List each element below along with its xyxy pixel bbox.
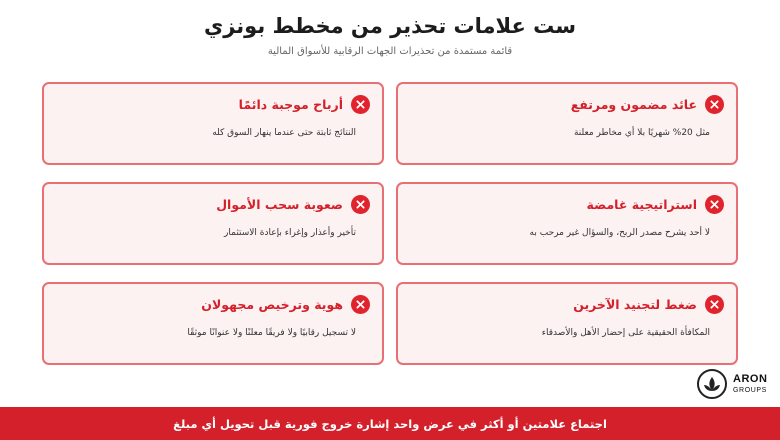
logo-subtitle: GROUPS bbox=[733, 387, 767, 394]
page-title: ست علامات تحذير من مخطط بونزي bbox=[203, 14, 577, 38]
card-description: تأخير وأعذار وإغراء بإعادة الاستثمار bbox=[224, 228, 356, 238]
card-description: المكافأة الحقيقية على إحضار الأهل والأصدقاء bbox=[541, 328, 710, 338]
card-title: عائد مضمون ومرتفع bbox=[570, 97, 697, 112]
page-subtitle: قائمة مستمدة من تحذيرات الجهات الرقابية للأسواق المالية bbox=[267, 46, 513, 57]
warning-card bbox=[42, 282, 384, 365]
warning-card bbox=[396, 282, 738, 365]
card-title: استراتيجية غامضة bbox=[586, 197, 697, 212]
aron-logo-icon bbox=[697, 369, 727, 399]
x-circle-icon bbox=[705, 95, 724, 114]
card-description: لا أحد يشرح مصدر الربح، والسؤال غير مرحب به bbox=[529, 228, 710, 238]
warning-card bbox=[42, 182, 384, 265]
card-description: مثل 20% شهريًا بلا أي مخاطر معلنة bbox=[573, 128, 710, 138]
card-title: ضغط لتجنيد الآخرين bbox=[573, 297, 697, 312]
x-circle-icon bbox=[705, 195, 724, 214]
warning-card bbox=[396, 182, 738, 265]
footer-text: اجتماع علامتين أو أكثر في عرض واحد إشارة خروج فورية قبل تحويل أي مبلغ bbox=[173, 416, 607, 431]
warning-card bbox=[42, 82, 384, 165]
card-description: لا تسجيل رقابيًا ولا فريقًا معلنًا ولا عنوانًا موثقًا bbox=[187, 328, 356, 338]
warning-card bbox=[396, 82, 738, 165]
logo-name: ARON bbox=[733, 373, 768, 385]
card-title: صعوبة سحب الأموال bbox=[216, 197, 343, 212]
x-circle-icon bbox=[351, 195, 370, 214]
card-title: هوية وترخيص مجهولان bbox=[201, 297, 343, 312]
warning-grid bbox=[42, 82, 738, 365]
x-circle-icon bbox=[351, 95, 370, 114]
brand-logo bbox=[697, 369, 767, 399]
header bbox=[0, 12, 780, 57]
card-title: أرباح موجبة دائمًا bbox=[238, 97, 343, 112]
x-circle-icon bbox=[705, 295, 724, 314]
x-circle-icon bbox=[351, 295, 370, 314]
card-description: النتائج ثابتة حتى عندما ينهار السوق كله bbox=[212, 128, 356, 138]
footer-banner bbox=[0, 407, 780, 440]
